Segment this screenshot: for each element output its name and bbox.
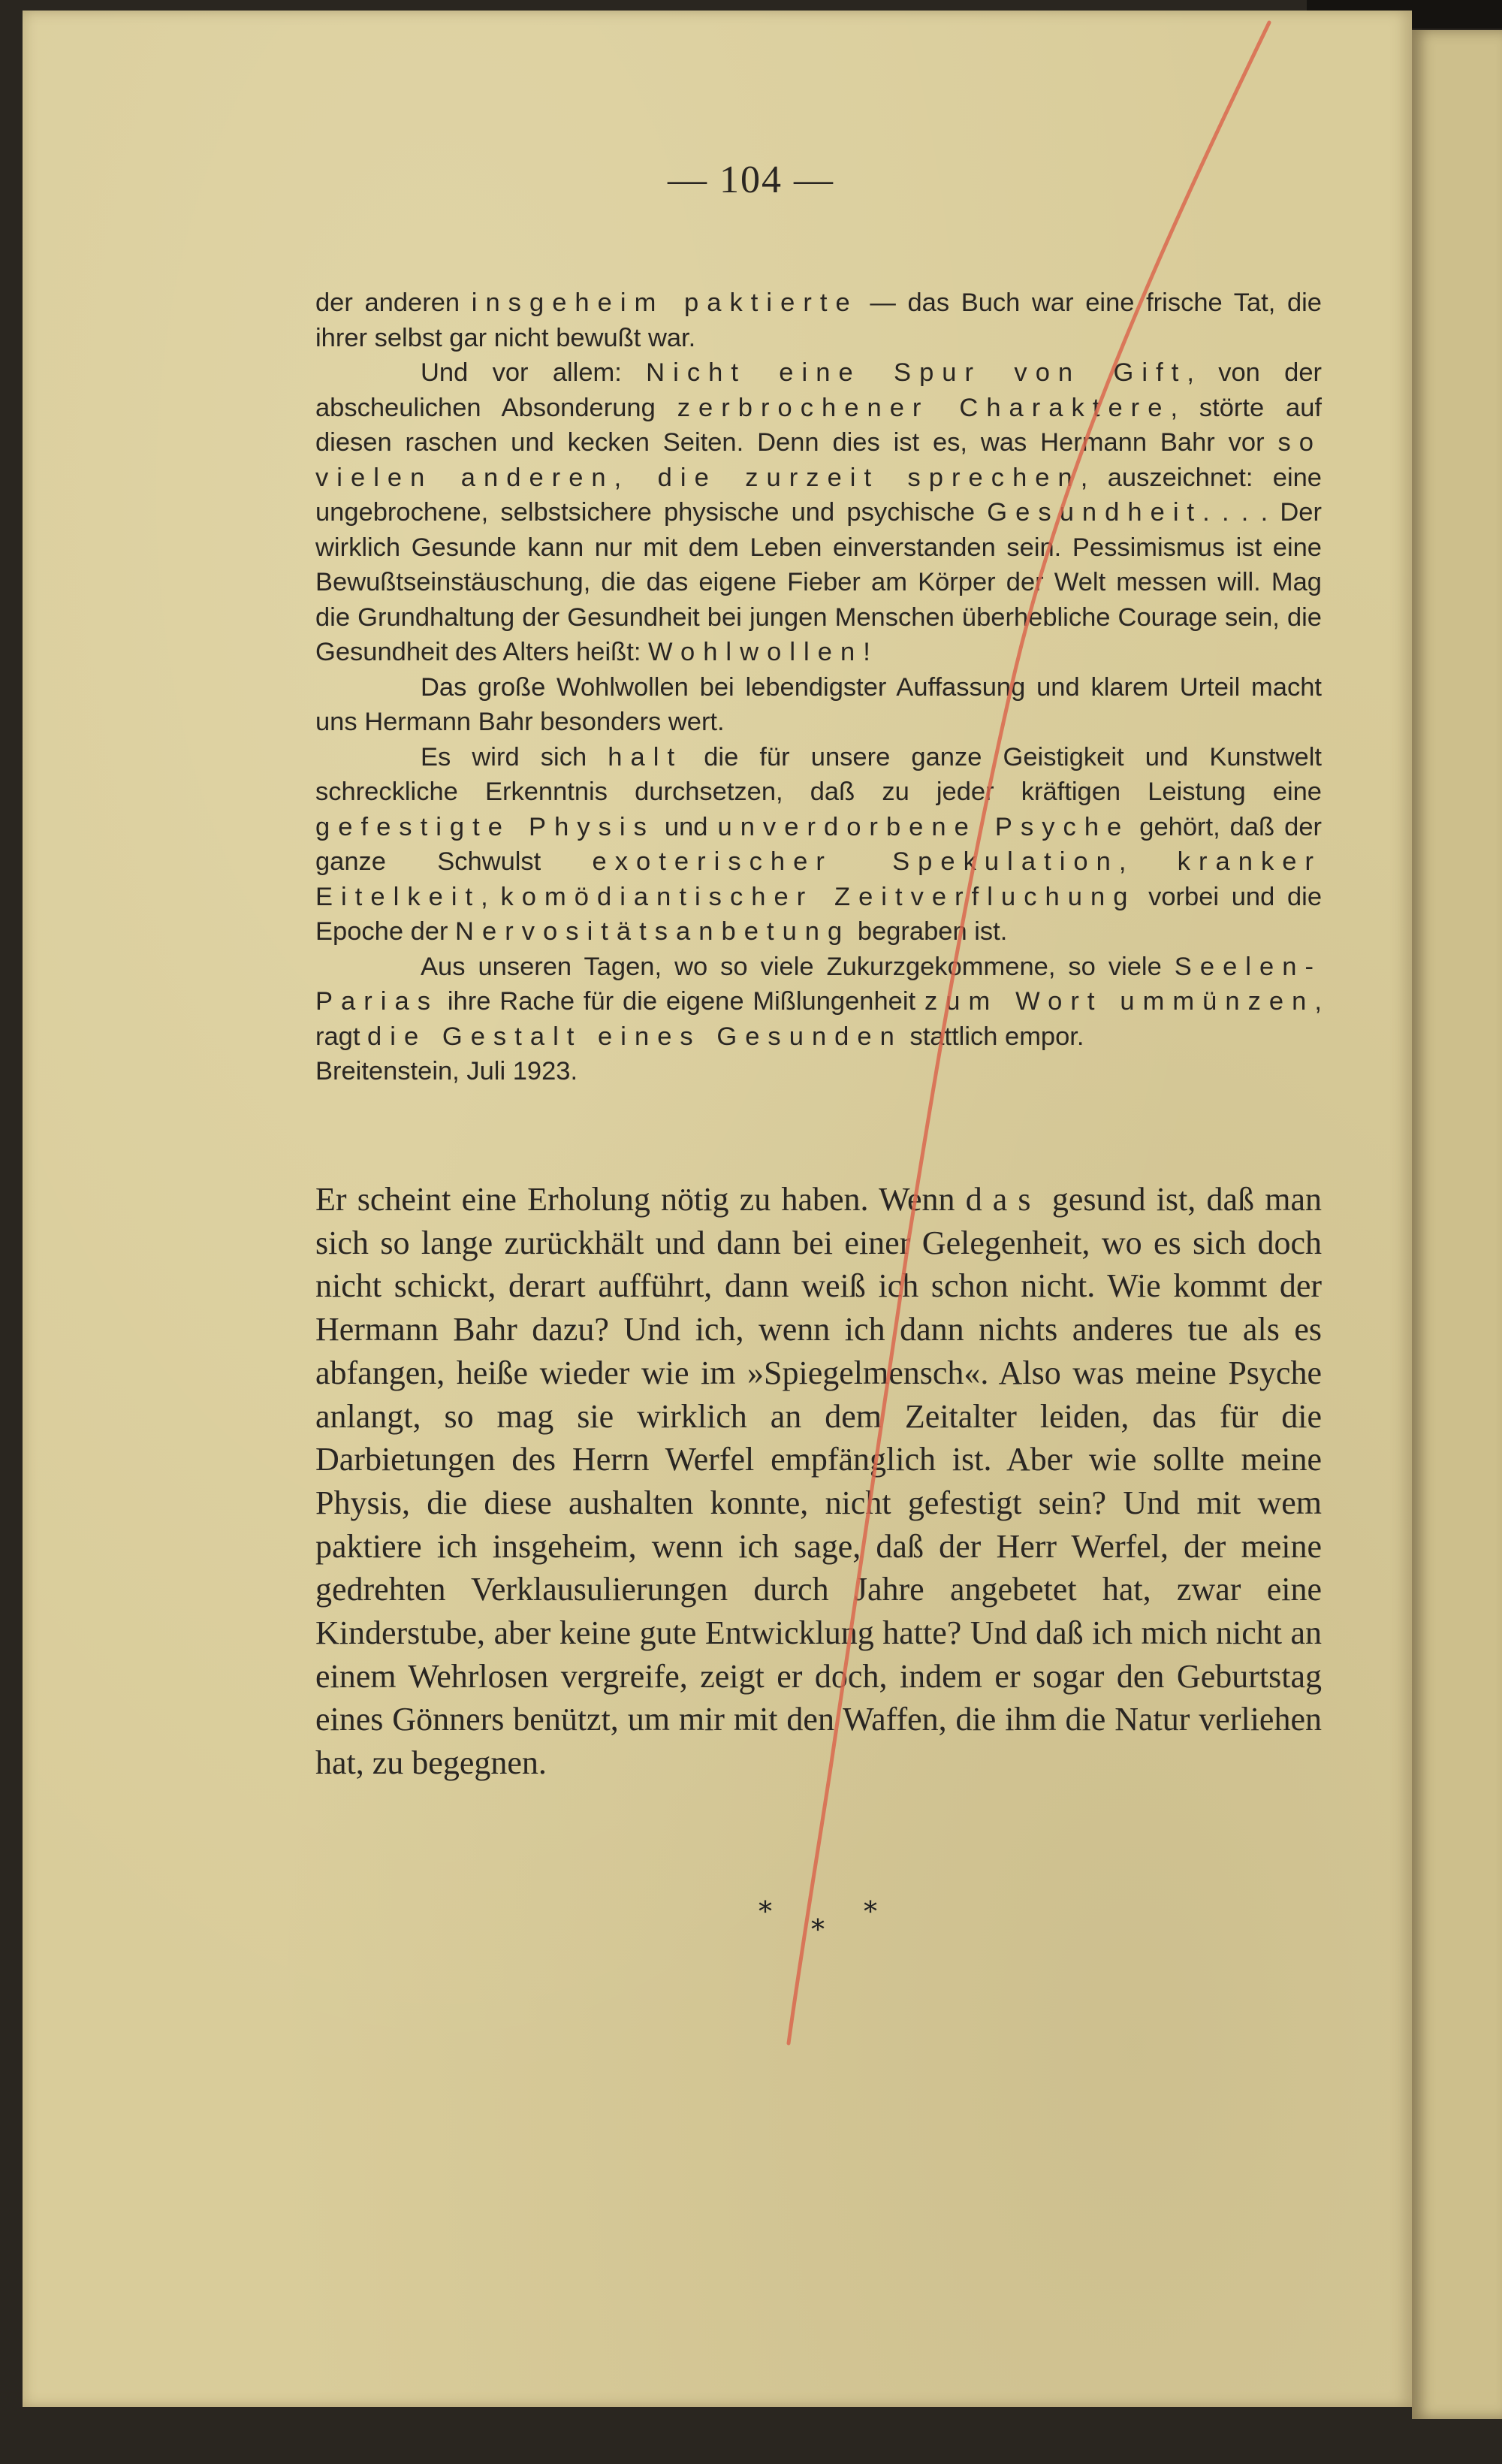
emphasized-spaced-text: Nervositätsanbetung bbox=[455, 917, 851, 946]
asterism-star: * bbox=[864, 1897, 877, 1928]
paragraph bbox=[315, 740, 1322, 950]
paragraph bbox=[315, 355, 1322, 670]
asterism-star: * bbox=[759, 1897, 772, 1928]
text-run: , störte auf diesen raschen und kecken Seiten. Denn dies ist es, was Hermann Bahr vor bbox=[315, 393, 1323, 457]
emphasized-spaced-text: Gesundheit bbox=[987, 498, 1203, 527]
emphasized-spaced-text: Wohlwollen bbox=[648, 638, 864, 666]
paragraph bbox=[315, 1178, 1322, 1785]
text-run: , auszeichnet: eine ungebrochene, selbstsichere physische und psychische bbox=[315, 463, 1322, 527]
emphasized-spaced-text: halt bbox=[608, 742, 683, 772]
paragraph bbox=[315, 285, 1322, 355]
paragraph bbox=[315, 950, 1322, 1055]
text-run: gesund ist, daß man sich so lange zurückhält und dann bei einer Gelegenheit, wo es sich doch nicht schickt, derart aufführt, dann weiß ich schon nicht. Wie kommt der Hermann Bahr dazu? Und ich, wenn ich dann nichts anderes tue als es abfangen, heiße wieder wie im »Spiegelmensch«. Also was meine Psyche anlangt, so mag sie wirklich an dem Zeitalter leiden, das für die Darbietungen des Herrn Werfel empfänglich ist. Aber wie sollte meine Physis, die diese aushalten konnte, nicht gefestigt sein? Und mit wem paktiere ich insgeheim, wenn ich sage, daß der Herr Werfel, der meine gedrehten Verklausulierungen durch Jahre angebetet hat, zwar eine Kinderstube, aber keine gute Entwicklung hatte? Und daß ich mich nicht an einem Wehrlosen vergreife, zeigt er doch, indem er sogar den Geburtstag eines Gönners benützt, um mir mit den Waffen, die ihm die Natur verliehen hat, zu begegnen. bbox=[315, 1181, 1322, 1782]
text-run: stattlich empor. bbox=[902, 1022, 1084, 1051]
text-run: der anderen bbox=[315, 288, 472, 317]
text-run: Es wird sich bbox=[421, 742, 608, 772]
quoted-review-text bbox=[315, 285, 1322, 1089]
text-run: ! bbox=[863, 638, 870, 666]
commentary-text bbox=[315, 1178, 1322, 1785]
facing-page-edge bbox=[1412, 30, 1502, 2419]
text-run: Er scheint eine Erholung nötig zu haben. Wenn bbox=[315, 1181, 966, 1218]
commentary-paragraphs bbox=[315, 1178, 1322, 1785]
text-run: — das Buch war eine frische Tat, die ihrer selbst gar nicht bewußt war. bbox=[315, 288, 1322, 352]
text-run: und bbox=[654, 812, 718, 841]
text-run: begraben ist. bbox=[850, 917, 1008, 946]
place-date-line: Breitenstein, Juli 1923. bbox=[315, 1057, 578, 1086]
text-run: . . . . Der wirklich Gesunde kann nur mit dem Leben einverstanden sein. Pessimismus ist eine Bewußtseinstäuschung, die das eigene Fieber am Körper der Welt messen will. Mag die Grundhaltung der Gesundheit bei jungen Menschen überhebliche Courage sein, die Gesundheit des Alters heißt: bbox=[315, 498, 1322, 666]
text-run: vorbei und die Epoche der bbox=[315, 882, 1323, 946]
quoted-review-paragraphs bbox=[315, 285, 1322, 1054]
emphasized-spaced-text: zerbrochener Charaktere bbox=[677, 393, 1171, 422]
emphasized-spaced-text: komödiantischer Zeitverfluchung bbox=[500, 882, 1136, 911]
text-run: , bbox=[481, 882, 501, 911]
emphasized-spaced-text: so vielen anderen, die zurzeit sprechen bbox=[315, 428, 1322, 492]
emphasized-spaced-text: das bbox=[965, 1181, 1042, 1218]
text-run: gehört, daß der ganze Schwulst bbox=[315, 812, 1322, 876]
text-run: , ragt bbox=[315, 987, 1322, 1051]
text-run: Aus unseren Tagen, wo so viele Zukurzgekommene, so viele bbox=[421, 952, 1175, 981]
text-run: die für unsere ganze Geistigkeit und Kunstwelt schreckliche Erkenntnis durchsetzen, daß zu jeder kräftigen Leistung eine bbox=[315, 742, 1322, 806]
text-run: , von der abscheulichen Absonderung bbox=[315, 358, 1323, 422]
emphasized-spaced-text: Seelen-Parias bbox=[315, 952, 1322, 1016]
emphasized-spaced-text: die Gestalt eines Gesunden bbox=[367, 1022, 903, 1051]
emphasized-spaced-text: kranker Eitelkeit bbox=[315, 847, 1322, 911]
text-run: Das große Wohlwollen bei lebendigster Auffassung und klarem Urteil macht uns Hermann Bahr besonders wert. bbox=[315, 672, 1322, 736]
emphasized-spaced-text: insgeheim paktierte bbox=[471, 288, 858, 317]
emphasized-spaced-text: exoterischer Spekulation bbox=[592, 847, 1119, 876]
emphasized-spaced-text: zum Wort ummünzen bbox=[924, 987, 1315, 1016]
text-run: Und vor allem: bbox=[421, 358, 647, 387]
emphasized-spaced-text: Nicht eine Spur von Gift bbox=[646, 358, 1187, 387]
page-number: — 104 — bbox=[668, 159, 834, 201]
text-run: ihre Rache für die eigene Mißlungenheit bbox=[439, 987, 924, 1016]
asterism-divider bbox=[736, 1897, 916, 1957]
asterism-star: * bbox=[811, 1915, 825, 1946]
emphasized-spaced-text: unverdorbene Psyche bbox=[717, 812, 1130, 841]
emphasized-spaced-text: gefestigte Physis bbox=[315, 812, 655, 841]
text-run: , bbox=[1118, 847, 1178, 876]
paragraph bbox=[315, 670, 1322, 740]
